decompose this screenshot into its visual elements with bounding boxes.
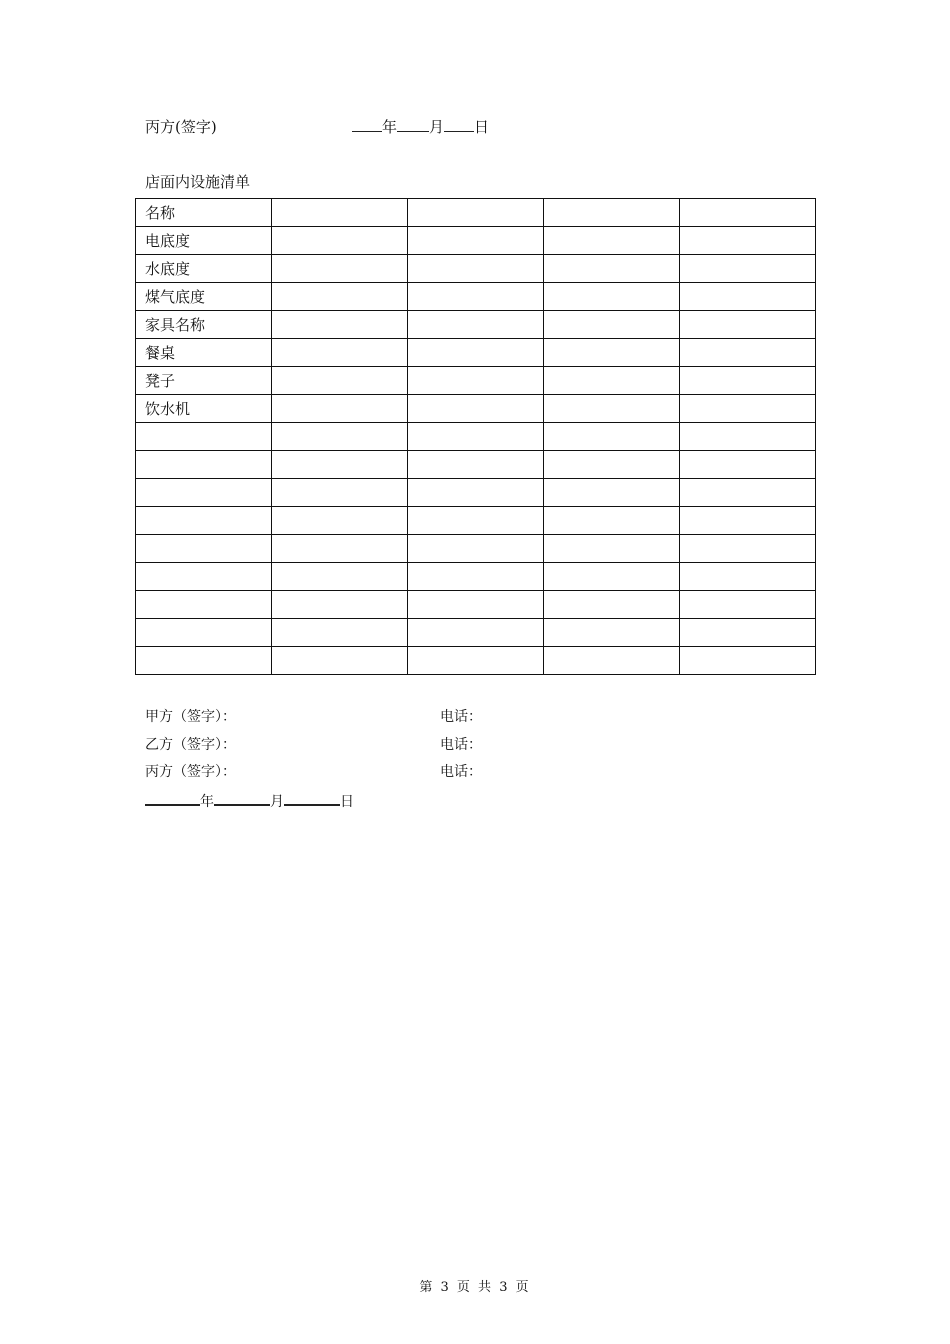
- table-cell[interactable]: [544, 423, 680, 451]
- bottom-day-blank[interactable]: [284, 789, 340, 806]
- item-name-cell: 电底度: [136, 227, 272, 255]
- table-cell[interactable]: [272, 199, 408, 227]
- table-row: [136, 283, 816, 311]
- item-name-cell: 饮水机: [136, 395, 272, 423]
- party-a-phone-label: 电话：: [440, 709, 482, 725]
- item-name-cell: [136, 479, 272, 507]
- table-row: [136, 423, 816, 451]
- table-cell[interactable]: [272, 451, 408, 479]
- table-cell[interactable]: [408, 339, 544, 367]
- item-name-cell: [136, 563, 272, 591]
- table-cell[interactable]: [544, 199, 680, 227]
- table-cell[interactable]: [272, 227, 408, 255]
- table-cell[interactable]: [408, 451, 544, 479]
- table-row: [136, 591, 816, 619]
- table-cell[interactable]: [408, 647, 544, 675]
- table-row: [136, 255, 816, 283]
- table-cell[interactable]: [680, 311, 816, 339]
- table-row: [136, 199, 816, 227]
- top-sign-date: [352, 116, 489, 137]
- item-name-cell: [136, 647, 272, 675]
- signature-row-party-b: [145, 734, 482, 754]
- table-cell[interactable]: [544, 255, 680, 283]
- item-name-cell: 煤气底度: [136, 283, 272, 311]
- table-cell[interactable]: [408, 423, 544, 451]
- table-cell[interactable]: [680, 563, 816, 591]
- item-name-cell: [136, 507, 272, 535]
- table-row: [136, 619, 816, 647]
- day-blank[interactable]: [444, 116, 474, 132]
- table-cell[interactable]: [408, 227, 544, 255]
- table-cell[interactable]: [408, 591, 544, 619]
- party-c-phone-label: 电话：: [440, 764, 482, 780]
- table-cell[interactable]: [544, 507, 680, 535]
- table-row: [136, 647, 816, 675]
- table-row: [136, 479, 816, 507]
- year-label: 年: [382, 118, 398, 136]
- item-name-cell: [136, 423, 272, 451]
- table-cell[interactable]: [680, 451, 816, 479]
- party-a-sign-label: 甲方（签字）：: [145, 709, 236, 725]
- table-cell[interactable]: [272, 563, 408, 591]
- table-cell[interactable]: [272, 647, 408, 675]
- table-cell[interactable]: [680, 423, 816, 451]
- table-cell[interactable]: [408, 395, 544, 423]
- item-name-cell: [136, 591, 272, 619]
- table-row: [136, 535, 816, 563]
- table-cell[interactable]: [680, 283, 816, 311]
- table-cell[interactable]: [544, 451, 680, 479]
- table-cell[interactable]: [272, 339, 408, 367]
- section-title: 店面内设施清单: [145, 173, 251, 191]
- signature-row-party-a: [145, 706, 482, 726]
- table-cell[interactable]: [680, 227, 816, 255]
- table-cell[interactable]: [680, 507, 816, 535]
- party-b-sign-label: 乙方（签字）：: [145, 737, 236, 753]
- table-cell[interactable]: [272, 283, 408, 311]
- table-cell[interactable]: [272, 479, 408, 507]
- table-row: [136, 395, 816, 423]
- table-row: [136, 367, 816, 395]
- table-cell[interactable]: [544, 479, 680, 507]
- month-label: 月: [429, 118, 445, 136]
- bottom-date: [145, 789, 354, 811]
- table-cell[interactable]: [408, 367, 544, 395]
- table-row: [136, 563, 816, 591]
- table-cell[interactable]: [544, 227, 680, 255]
- table-cell[interactable]: [272, 311, 408, 339]
- table-cell[interactable]: [680, 199, 816, 227]
- table-cell[interactable]: [408, 619, 544, 647]
- table-row: [136, 507, 816, 535]
- table-row: [136, 311, 816, 339]
- table-cell[interactable]: [544, 619, 680, 647]
- table-cell[interactable]: [544, 367, 680, 395]
- table-cell[interactable]: [272, 395, 408, 423]
- item-name-cell: 家具名称: [136, 311, 272, 339]
- table-cell[interactable]: [272, 535, 408, 563]
- month-blank[interactable]: [397, 116, 429, 132]
- table-cell[interactable]: [680, 479, 816, 507]
- table-cell[interactable]: [680, 367, 816, 395]
- table-cell[interactable]: [408, 563, 544, 591]
- table-cell[interactable]: [544, 647, 680, 675]
- table-cell[interactable]: [544, 339, 680, 367]
- top-sign-label: 丙方(签字): [145, 118, 217, 136]
- signature-row-party-c: [145, 761, 482, 781]
- table-cell[interactable]: [408, 507, 544, 535]
- item-name-cell: 凳子: [136, 367, 272, 395]
- item-name-cell: 名称: [136, 199, 272, 227]
- table-cell[interactable]: [408, 311, 544, 339]
- table-cell[interactable]: [680, 339, 816, 367]
- item-name-cell: [136, 619, 272, 647]
- table-cell[interactable]: [544, 591, 680, 619]
- bottom-month-label: 月: [270, 794, 284, 810]
- bottom-year-blank[interactable]: [145, 789, 200, 806]
- table-row: [136, 339, 816, 367]
- table-cell[interactable]: [680, 591, 816, 619]
- bottom-year-label: 年: [200, 794, 214, 810]
- table-cell[interactable]: [680, 619, 816, 647]
- item-name-cell: 水底度: [136, 255, 272, 283]
- table-cell[interactable]: [544, 311, 680, 339]
- day-label: 日: [474, 118, 490, 136]
- table-cell[interactable]: [408, 283, 544, 311]
- table-cell[interactable]: [272, 255, 408, 283]
- table-cell[interactable]: [272, 591, 408, 619]
- table-cell[interactable]: [680, 255, 816, 283]
- item-name-cell: 餐桌: [136, 339, 272, 367]
- table-cell[interactable]: [408, 199, 544, 227]
- party-b-phone-label: 电话：: [440, 737, 482, 753]
- table-cell[interactable]: [272, 619, 408, 647]
- table-cell[interactable]: [680, 647, 816, 675]
- item-name-cell: [136, 535, 272, 563]
- bottom-month-blank[interactable]: [214, 789, 270, 806]
- table-cell[interactable]: [680, 535, 816, 563]
- table-cell[interactable]: [408, 255, 544, 283]
- table-cell[interactable]: [272, 507, 408, 535]
- party-c-sign-label: 丙方（签字）：: [145, 764, 236, 780]
- page-footer: 第 3 页 共 3 页: [419, 1280, 531, 1295]
- table-cell[interactable]: [408, 479, 544, 507]
- table-cell[interactable]: [680, 395, 816, 423]
- table-cell[interactable]: [544, 395, 680, 423]
- table-cell[interactable]: [272, 367, 408, 395]
- table-cell[interactable]: [544, 535, 680, 563]
- bottom-day-label: 日: [340, 794, 354, 810]
- table-cell[interactable]: [272, 423, 408, 451]
- facilities-table: [135, 198, 816, 675]
- item-name-cell: [136, 451, 272, 479]
- table-cell[interactable]: [408, 535, 544, 563]
- year-blank[interactable]: [352, 116, 382, 132]
- table-cell[interactable]: [544, 283, 680, 311]
- table-row: [136, 451, 816, 479]
- table-row: [136, 227, 816, 255]
- table-cell[interactable]: [544, 563, 680, 591]
